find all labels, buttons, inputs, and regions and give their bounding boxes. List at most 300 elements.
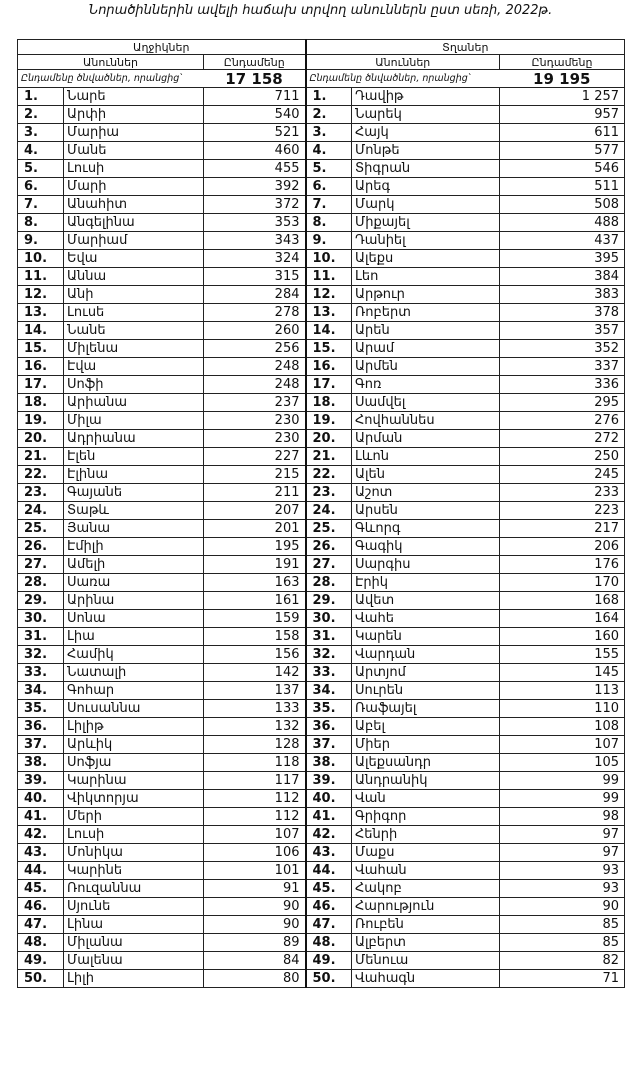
boy-count: 577: [500, 142, 625, 160]
boy-count: 357: [500, 322, 625, 340]
boy-name: Հակոբ: [352, 880, 500, 898]
boy-name: Գոռ: [352, 376, 500, 394]
table-row: [18, 808, 625, 826]
girl-count: 230: [204, 430, 306, 448]
boy-rank: 9.: [306, 232, 352, 250]
girl-name: Լիլի: [64, 970, 204, 988]
table-row: [18, 178, 625, 196]
boy-rank: 24.: [306, 502, 352, 520]
girl-rank: 7.: [18, 196, 64, 214]
boy-count: 107: [500, 736, 625, 754]
table-row: [18, 304, 625, 322]
girl-rank: 46.: [18, 898, 64, 916]
girl-count: 260: [204, 322, 306, 340]
table-row: [18, 934, 625, 952]
boy-rank: 12.: [306, 286, 352, 304]
boy-rank: 29.: [306, 592, 352, 610]
girl-rank: 44.: [18, 862, 64, 880]
table-row: [18, 556, 625, 574]
boy-rank: 2.: [306, 106, 352, 124]
boy-count: 97: [500, 826, 625, 844]
boy-rank: 46.: [306, 898, 352, 916]
boy-rank: 50.: [306, 970, 352, 988]
boy-name: Ալեն: [352, 466, 500, 484]
girl-name: Անի: [64, 286, 204, 304]
girl-count: 133: [204, 700, 306, 718]
boy-count: 145: [500, 664, 625, 682]
girl-count: 132: [204, 718, 306, 736]
girl-rank: 36.: [18, 718, 64, 736]
boy-count: 99: [500, 772, 625, 790]
girl-rank: 10.: [18, 250, 64, 268]
girl-count: 112: [204, 808, 306, 826]
girl-rank: 26.: [18, 538, 64, 556]
girl-name: Արփի: [64, 106, 204, 124]
girl-count: 315: [204, 268, 306, 286]
boy-count: 90: [500, 898, 625, 916]
boy-name: Արսեն: [352, 502, 500, 520]
girl-count: 227: [204, 448, 306, 466]
table-row: [18, 520, 625, 538]
girl-name: Գայանե: [64, 484, 204, 502]
boy-name: Դավիթ: [352, 88, 500, 106]
table-row: [18, 970, 625, 988]
girl-name: Անգելինա: [64, 214, 204, 232]
girl-rank: 15.: [18, 340, 64, 358]
boys-heading: Տղաներ: [306, 40, 625, 55]
girl-rank: 47.: [18, 916, 64, 934]
boy-rank: 32.: [306, 646, 352, 664]
girl-count: 90: [204, 916, 306, 934]
girl-name: Լինա: [64, 916, 204, 934]
boy-count: 110: [500, 700, 625, 718]
girl-count: 207: [204, 502, 306, 520]
table-row: [18, 250, 625, 268]
boy-count: 336: [500, 376, 625, 394]
column-header-row: [18, 55, 625, 70]
boy-rank: 28.: [306, 574, 352, 592]
boy-name: Արթուր: [352, 286, 500, 304]
table-row: [18, 394, 625, 412]
table-row: [18, 664, 625, 682]
boy-count: 170: [500, 574, 625, 592]
table-row: [18, 718, 625, 736]
table-row: [18, 286, 625, 304]
girl-count: 230: [204, 412, 306, 430]
girl-rank: 8.: [18, 214, 64, 232]
boy-count: 245: [500, 466, 625, 484]
girl-count: 158: [204, 628, 306, 646]
girl-rank: 9.: [18, 232, 64, 250]
boy-count: 217: [500, 520, 625, 538]
girl-count: 324: [204, 250, 306, 268]
girl-name: Նարե: [64, 88, 204, 106]
gender-header-row: [18, 40, 625, 55]
boy-name: Արման: [352, 430, 500, 448]
boy-rank: 18.: [306, 394, 352, 412]
boy-name: Անդրանիկ: [352, 772, 500, 790]
boy-count: 93: [500, 862, 625, 880]
boy-rank: 49.: [306, 952, 352, 970]
girl-name: Մարիա: [64, 124, 204, 142]
girl-rank: 27.: [18, 556, 64, 574]
table-row: [18, 880, 625, 898]
boy-count: 160: [500, 628, 625, 646]
girl-rank: 3.: [18, 124, 64, 142]
boy-count: 437: [500, 232, 625, 250]
boy-rank: 42.: [306, 826, 352, 844]
table-row: [18, 592, 625, 610]
girl-count: 89: [204, 934, 306, 952]
girl-name: Էմիլի: [64, 538, 204, 556]
girl-name: Սոֆյա: [64, 754, 204, 772]
boy-name: Արամ: [352, 340, 500, 358]
girl-rank: 30.: [18, 610, 64, 628]
table-row: [18, 700, 625, 718]
table-row: [18, 412, 625, 430]
girl-count: 284: [204, 286, 306, 304]
table-row: [18, 628, 625, 646]
girl-rank: 16.: [18, 358, 64, 376]
boys-total-label: Ընդամենը ծնվածներ, որանցից՝: [306, 70, 500, 88]
girl-name: Լուսե: [64, 304, 204, 322]
girl-count: 711: [204, 88, 306, 106]
girl-name: Ռուզաննա: [64, 880, 204, 898]
girl-rank: 4.: [18, 142, 64, 160]
girl-count: 118: [204, 754, 306, 772]
girl-name: Սյունե: [64, 898, 204, 916]
boy-name: Արեն: [352, 322, 500, 340]
boy-count: 546: [500, 160, 625, 178]
table-row: [18, 232, 625, 250]
girl-count: 237: [204, 394, 306, 412]
girl-rank: 19.: [18, 412, 64, 430]
boys-total-value: 19 195: [500, 70, 625, 88]
boy-rank: 47.: [306, 916, 352, 934]
girl-count: 137: [204, 682, 306, 700]
girl-name: Մալենա: [64, 952, 204, 970]
boy-rank: 3.: [306, 124, 352, 142]
girl-rank: 29.: [18, 592, 64, 610]
boy-rank: 31.: [306, 628, 352, 646]
girl-rank: 20.: [18, 430, 64, 448]
boy-name: Նարեկ: [352, 106, 500, 124]
table-row: [18, 772, 625, 790]
boy-count: 97: [500, 844, 625, 862]
table-row: [18, 214, 625, 232]
girl-name: Համիկ: [64, 646, 204, 664]
girl-name: Գոհար: [64, 682, 204, 700]
girl-rank: 17.: [18, 376, 64, 394]
boy-rank: 30.: [306, 610, 352, 628]
boy-count: 384: [500, 268, 625, 286]
girl-name: Էլինա: [64, 466, 204, 484]
table-row: [18, 646, 625, 664]
girl-count: 460: [204, 142, 306, 160]
boy-count: 105: [500, 754, 625, 772]
names-table: [17, 39, 625, 988]
girl-name: Մերի: [64, 808, 204, 826]
boy-name: Սուրեն: [352, 682, 500, 700]
girl-name: Մոնիկա: [64, 844, 204, 862]
girl-count: 353: [204, 214, 306, 232]
girl-name: Սառա: [64, 574, 204, 592]
girl-rank: 18.: [18, 394, 64, 412]
girl-name: Եվա: [64, 250, 204, 268]
boy-rank: 15.: [306, 340, 352, 358]
girl-rank: 38.: [18, 754, 64, 772]
boy-name: Մենուա: [352, 952, 500, 970]
girl-rank: 43.: [18, 844, 64, 862]
boy-name: Միեր: [352, 736, 500, 754]
boy-rank: 11.: [306, 268, 352, 286]
boy-name: Մաքս: [352, 844, 500, 862]
girl-rank: 25.: [18, 520, 64, 538]
girl-rank: 1.: [18, 88, 64, 106]
table-row: [18, 502, 625, 520]
boy-rank: 21.: [306, 448, 352, 466]
girl-name: Աննա: [64, 268, 204, 286]
girl-name: Լուսի: [64, 160, 204, 178]
girl-count: 156: [204, 646, 306, 664]
boy-rank: 40.: [306, 790, 352, 808]
boy-count: 611: [500, 124, 625, 142]
totals-row: [18, 70, 625, 88]
table-row: [18, 844, 625, 862]
girl-count: 521: [204, 124, 306, 142]
boy-count: 337: [500, 358, 625, 376]
girl-count: 128: [204, 736, 306, 754]
girl-rank: 11.: [18, 268, 64, 286]
girl-count: 163: [204, 574, 306, 592]
girl-rank: 31.: [18, 628, 64, 646]
girl-count: 248: [204, 358, 306, 376]
table-row: [18, 340, 625, 358]
girl-rank: 49.: [18, 952, 64, 970]
girl-name: Յանա: [64, 520, 204, 538]
girl-name: Ամելի: [64, 556, 204, 574]
table-row: [18, 142, 625, 160]
girl-count: 80: [204, 970, 306, 988]
boy-rank: 13.: [306, 304, 352, 322]
boy-rank: 10.: [306, 250, 352, 268]
boy-rank: 25.: [306, 520, 352, 538]
boy-name: Միքայել: [352, 214, 500, 232]
boy-count: 99: [500, 790, 625, 808]
girl-count: 248: [204, 376, 306, 394]
girl-rank: 5.: [18, 160, 64, 178]
girls-count-column-header: Ընդամենը: [204, 55, 306, 70]
boy-count: 233: [500, 484, 625, 502]
boy-name: Վահագն: [352, 970, 500, 988]
girl-name: Ադրիանա: [64, 430, 204, 448]
boy-rank: 8.: [306, 214, 352, 232]
girl-count: 84: [204, 952, 306, 970]
table-row: [18, 268, 625, 286]
boy-rank: 48.: [306, 934, 352, 952]
girl-count: 256: [204, 340, 306, 358]
girl-name: Նատալի: [64, 664, 204, 682]
girl-rank: 32.: [18, 646, 64, 664]
boy-rank: 22.: [306, 466, 352, 484]
boy-name: Ալեքս: [352, 250, 500, 268]
boy-name: Ալեքսանդր: [352, 754, 500, 772]
boy-name: Լևոն: [352, 448, 500, 466]
boy-rank: 17.: [306, 376, 352, 394]
girls-heading: Աղջիկներ: [18, 40, 306, 55]
boy-name: Հայկ: [352, 124, 500, 142]
boy-count: 957: [500, 106, 625, 124]
boy-count: 85: [500, 934, 625, 952]
page-title: Նորածիններին ավելի հաճախ տրվող անուններն ըստ սեռի, 2022թ.: [88, 3, 553, 18]
boy-count: 250: [500, 448, 625, 466]
girl-name: Լիա: [64, 628, 204, 646]
girl-name: Սոնա: [64, 610, 204, 628]
girl-name: Էվա: [64, 358, 204, 376]
girl-name: Լուսի: [64, 826, 204, 844]
table-row: [18, 88, 625, 106]
girl-rank: 24.: [18, 502, 64, 520]
boy-rank: 20.: [306, 430, 352, 448]
boy-name: Արտյոմ: [352, 664, 500, 682]
girl-rank: 2.: [18, 106, 64, 124]
girl-count: 107: [204, 826, 306, 844]
boy-name: Գագիկ: [352, 538, 500, 556]
girl-count: 392: [204, 178, 306, 196]
boy-rank: 16.: [306, 358, 352, 376]
girl-count: 455: [204, 160, 306, 178]
boy-count: 1 257: [500, 88, 625, 106]
girl-count: 101: [204, 862, 306, 880]
girl-name: Մարի: [64, 178, 204, 196]
table-row: [18, 952, 625, 970]
girl-count: 159: [204, 610, 306, 628]
boy-count: 276: [500, 412, 625, 430]
boy-rank: 36.: [306, 718, 352, 736]
girl-rank: 35.: [18, 700, 64, 718]
boy-count: 85: [500, 916, 625, 934]
girl-count: 90: [204, 898, 306, 916]
girl-rank: 34.: [18, 682, 64, 700]
boy-rank: 27.: [306, 556, 352, 574]
boy-rank: 5.: [306, 160, 352, 178]
boy-name: Ավետ: [352, 592, 500, 610]
boy-name: Վարդան: [352, 646, 500, 664]
boy-count: 395: [500, 250, 625, 268]
boy-count: 108: [500, 718, 625, 736]
boy-name: Արեգ: [352, 178, 500, 196]
boys-names-column-header: Անուններ: [306, 55, 500, 70]
table-row: [18, 106, 625, 124]
boy-name: Արմեն: [352, 358, 500, 376]
table-row: [18, 754, 625, 772]
girl-name: Մանե: [64, 142, 204, 160]
table-row: [18, 610, 625, 628]
girl-count: 117: [204, 772, 306, 790]
girl-rank: 41.: [18, 808, 64, 826]
girl-rank: 42.: [18, 826, 64, 844]
table-row: [18, 448, 625, 466]
table-row: [18, 484, 625, 502]
boy-count: 93: [500, 880, 625, 898]
boy-name: Հովհաննես: [352, 412, 500, 430]
boy-name: Ռոբերտ: [352, 304, 500, 322]
boy-rank: 43.: [306, 844, 352, 862]
girl-name: Էլեն: [64, 448, 204, 466]
table-row: [18, 790, 625, 808]
boy-name: Էրիկ: [352, 574, 500, 592]
boy-name: Ռաֆայել: [352, 700, 500, 718]
girl-name: Միլա: [64, 412, 204, 430]
girl-name: Սուսաննա: [64, 700, 204, 718]
girls-total-label: Ընդամենը ծնվածներ, որանցից՝: [18, 70, 204, 88]
girl-rank: 37.: [18, 736, 64, 754]
girl-name: Տաթև: [64, 502, 204, 520]
boy-name: Աբել: [352, 718, 500, 736]
table-row: [18, 376, 625, 394]
boy-count: 113: [500, 682, 625, 700]
boy-rank: 26.: [306, 538, 352, 556]
table-row: [18, 736, 625, 754]
girl-count: 201: [204, 520, 306, 538]
boy-count: 168: [500, 592, 625, 610]
boy-count: 272: [500, 430, 625, 448]
boy-name: Ալբերտ: [352, 934, 500, 952]
girl-count: 91: [204, 880, 306, 898]
boy-name: Սարգիս: [352, 556, 500, 574]
girl-rank: 40.: [18, 790, 64, 808]
girls-total-value: 17 158: [204, 70, 306, 88]
girl-name: Կարինա: [64, 772, 204, 790]
table-row: [18, 538, 625, 556]
boy-count: 206: [500, 538, 625, 556]
boy-rank: 14.: [306, 322, 352, 340]
boy-name: Գևորգ: [352, 520, 500, 538]
girl-count: 278: [204, 304, 306, 322]
table-row: [18, 466, 625, 484]
girls-names-column-header: Անուններ: [18, 55, 204, 70]
girl-name: Մարիամ: [64, 232, 204, 250]
girl-count: 106: [204, 844, 306, 862]
girl-count: 372: [204, 196, 306, 214]
names-table-body: [18, 88, 625, 988]
table-row: [18, 358, 625, 376]
boy-name: Աշոտ: [352, 484, 500, 502]
boy-name: Վան: [352, 790, 500, 808]
girl-rank: 28.: [18, 574, 64, 592]
boy-count: 508: [500, 196, 625, 214]
boy-rank: 19.: [306, 412, 352, 430]
girl-name: Անահիտ: [64, 196, 204, 214]
table-row: [18, 574, 625, 592]
boys-count-column-header: Ընդամենը: [500, 55, 625, 70]
table-row: [18, 826, 625, 844]
boy-rank: 44.: [306, 862, 352, 880]
girl-count: 191: [204, 556, 306, 574]
table-row: [18, 682, 625, 700]
boy-rank: 45.: [306, 880, 352, 898]
boy-name: Հենրի: [352, 826, 500, 844]
boy-name: Սամվել: [352, 394, 500, 412]
girl-name: Լիլիթ: [64, 718, 204, 736]
boy-name: Լեո: [352, 268, 500, 286]
girl-name: Սոֆի: [64, 376, 204, 394]
boy-rank: 35.: [306, 700, 352, 718]
boy-rank: 41.: [306, 808, 352, 826]
girl-name: Արիանա: [64, 394, 204, 412]
girl-count: 215: [204, 466, 306, 484]
table-row: [18, 916, 625, 934]
